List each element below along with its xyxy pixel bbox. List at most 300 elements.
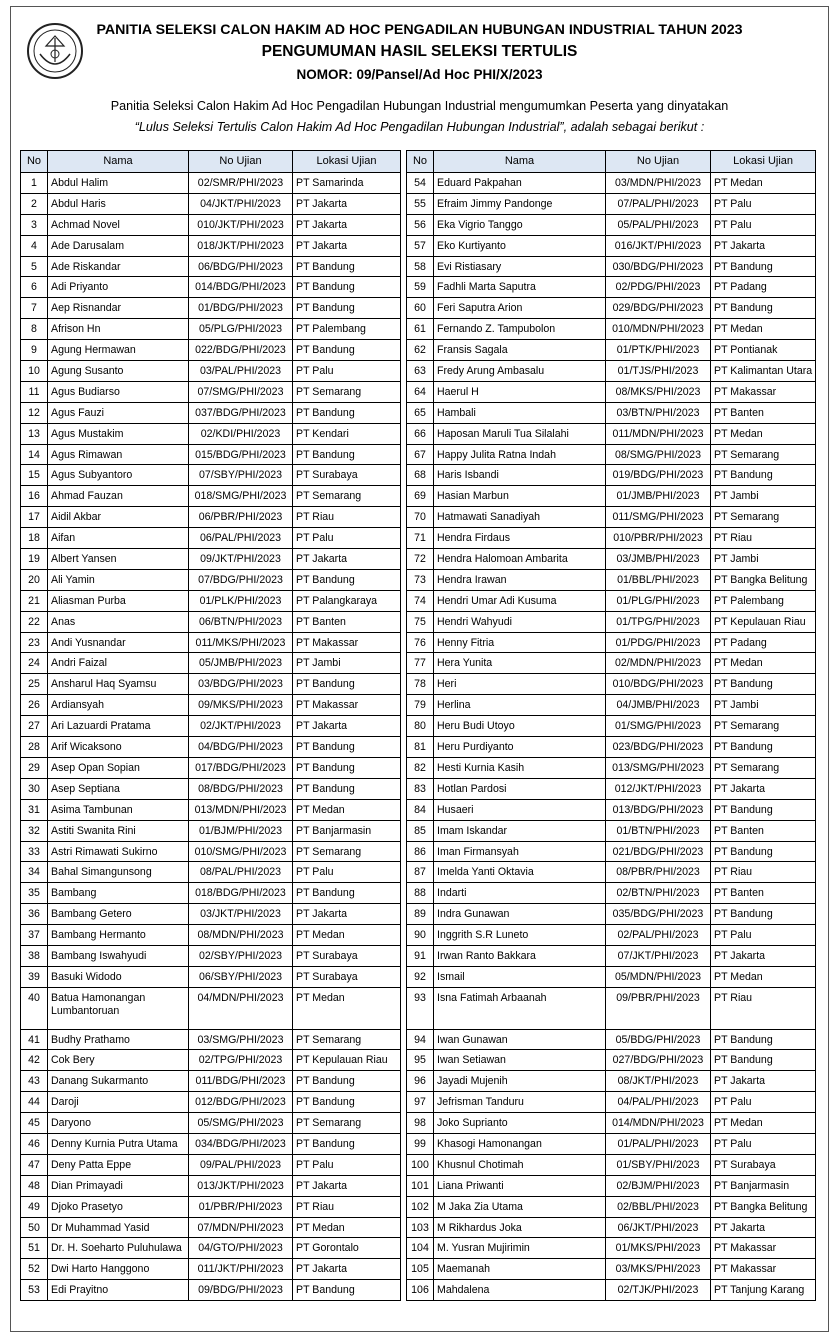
cell-nama: Iwan Gunawan bbox=[434, 1029, 606, 1050]
table-row bbox=[21, 507, 401, 528]
cell-no: 101 bbox=[407, 1175, 434, 1196]
cell-no: 55 bbox=[407, 193, 434, 214]
cell-lokasi-ujian: PT Semarang bbox=[711, 507, 816, 528]
cell-no-ujian: 04/PAL/PHI/2023 bbox=[606, 1092, 711, 1113]
cell-no: 59 bbox=[407, 277, 434, 298]
table-row bbox=[407, 381, 816, 402]
cell-no: 82 bbox=[407, 757, 434, 778]
cell-no-ujian: 012/JKT/PHI/2023 bbox=[606, 778, 711, 799]
table-row bbox=[21, 862, 401, 883]
cell-no: 87 bbox=[407, 862, 434, 883]
cell-lokasi-ujian: PT Bandung bbox=[711, 465, 816, 486]
table-row bbox=[21, 193, 401, 214]
cell-no: 79 bbox=[407, 695, 434, 716]
col-header-no: No bbox=[407, 151, 434, 173]
cell-no: 52 bbox=[21, 1259, 48, 1280]
cell-no: 74 bbox=[407, 590, 434, 611]
cell-nama: Fransis Sagala bbox=[434, 340, 606, 361]
cell-no: 53 bbox=[21, 1280, 48, 1301]
cell-nama: Khasogi Hamonangan bbox=[434, 1133, 606, 1154]
cell-no-ujian: 01/PTK/PHI/2023 bbox=[606, 340, 711, 361]
cell-nama: Fadhli Marta Saputra bbox=[434, 277, 606, 298]
cell-no: 93 bbox=[407, 987, 434, 1029]
table-row bbox=[21, 1175, 401, 1196]
cell-nama: Agus Subyantoro bbox=[48, 465, 189, 486]
table-row bbox=[21, 737, 401, 758]
cell-no: 67 bbox=[407, 444, 434, 465]
cell-lokasi-ujian: PT Medan bbox=[293, 987, 401, 1029]
cell-no-ujian: 018/JKT/PHI/2023 bbox=[189, 235, 293, 256]
cell-no-ujian: 01/MKS/PHI/2023 bbox=[606, 1238, 711, 1259]
cell-no-ujian: 07/SBY/PHI/2023 bbox=[189, 465, 293, 486]
cell-nama: Dian Primayadi bbox=[48, 1175, 189, 1196]
cell-lokasi-ujian: PT Banten bbox=[711, 402, 816, 423]
cell-nama: Ade Darusalam bbox=[48, 235, 189, 256]
table-row bbox=[407, 465, 816, 486]
cell-lokasi-ujian: PT Riau bbox=[711, 528, 816, 549]
table-row bbox=[21, 214, 401, 235]
cell-lokasi-ujian: PT Jakarta bbox=[293, 193, 401, 214]
cell-nama: Dr. H. Soeharto Puluhulawa bbox=[48, 1238, 189, 1259]
cell-lokasi-ujian: PT Bandung bbox=[711, 1050, 816, 1071]
cell-no: 2 bbox=[21, 193, 48, 214]
table-row bbox=[407, 1113, 816, 1134]
table-row bbox=[407, 444, 816, 465]
cell-no: 30 bbox=[21, 778, 48, 799]
cell-no-ujian: 011/BDG/PHI/2023 bbox=[189, 1071, 293, 1092]
table-row bbox=[21, 444, 401, 465]
cell-lokasi-ujian: PT Bandung bbox=[293, 883, 401, 904]
cell-nama: Bambang Iswahyudi bbox=[48, 945, 189, 966]
cell-no-ujian: 01/BTN/PHI/2023 bbox=[606, 820, 711, 841]
table-row bbox=[21, 925, 401, 946]
cell-nama: Hasian Marbun bbox=[434, 486, 606, 507]
cell-lokasi-ujian: PT Palangkaraya bbox=[293, 590, 401, 611]
cell-nama: Hera Yunita bbox=[434, 653, 606, 674]
cell-nama: Aifan bbox=[48, 528, 189, 549]
table-row bbox=[407, 256, 816, 277]
cell-nama: Hambali bbox=[434, 402, 606, 423]
cell-lokasi-ujian: PT Medan bbox=[711, 319, 816, 340]
col-header-nama: Nama bbox=[434, 151, 606, 173]
table-row bbox=[407, 966, 816, 987]
table-row bbox=[21, 966, 401, 987]
cell-lokasi-ujian: PT Jakarta bbox=[293, 214, 401, 235]
cell-no: 100 bbox=[407, 1154, 434, 1175]
cell-no-ujian: 013/BDG/PHI/2023 bbox=[606, 799, 711, 820]
cell-lokasi-ujian: PT Banten bbox=[711, 820, 816, 841]
table-row bbox=[407, 862, 816, 883]
cell-nama: Eka Vigrio Tanggo bbox=[434, 214, 606, 235]
cell-no: 54 bbox=[407, 173, 434, 194]
cell-nama: Abdul Halim bbox=[48, 173, 189, 194]
cell-no: 97 bbox=[407, 1092, 434, 1113]
cell-no: 78 bbox=[407, 674, 434, 695]
cell-nama: Dr Muhammad Yasid bbox=[48, 1217, 189, 1238]
cell-lokasi-ujian: PT Palu bbox=[711, 1133, 816, 1154]
table-row bbox=[21, 757, 401, 778]
cell-no: 35 bbox=[21, 883, 48, 904]
cell-no: 99 bbox=[407, 1133, 434, 1154]
cell-no: 37 bbox=[21, 925, 48, 946]
cell-no-ujian: 02/BTN/PHI/2023 bbox=[606, 883, 711, 904]
cell-nama: Hendri Wahyudi bbox=[434, 611, 606, 632]
table-row bbox=[21, 611, 401, 632]
table-row bbox=[407, 987, 816, 1029]
cell-nama: Basuki Widodo bbox=[48, 966, 189, 987]
cell-no-ujian: 01/TJS/PHI/2023 bbox=[606, 361, 711, 382]
col-header-no-ujian: No Ujian bbox=[606, 151, 711, 173]
col-header-lokasi-ujian: Lokasi Ujian bbox=[293, 151, 401, 173]
cell-nama: Danang Sukarmanto bbox=[48, 1071, 189, 1092]
cell-lokasi-ujian: PT Jambi bbox=[711, 695, 816, 716]
table-header-row bbox=[407, 151, 816, 173]
cell-no: 76 bbox=[407, 632, 434, 653]
cell-lokasi-ujian: PT Palu bbox=[711, 925, 816, 946]
cell-lokasi-ujian: PT Palu bbox=[711, 1092, 816, 1113]
cell-no: 10 bbox=[21, 361, 48, 382]
cell-lokasi-ujian: PT Makassar bbox=[711, 1259, 816, 1280]
cell-lokasi-ujian: PT Jakarta bbox=[293, 235, 401, 256]
cell-lokasi-ujian: PT Kalimantan Utara bbox=[711, 361, 816, 382]
cell-no: 22 bbox=[21, 611, 48, 632]
cell-no: 31 bbox=[21, 799, 48, 820]
cell-lokasi-ujian: PT Makassar bbox=[711, 381, 816, 402]
table-row bbox=[407, 1217, 816, 1238]
cell-lokasi-ujian: PT Bandung bbox=[293, 1071, 401, 1092]
table-row bbox=[407, 590, 816, 611]
table-row bbox=[407, 486, 816, 507]
cell-no-ujian: 08/MKS/PHI/2023 bbox=[606, 381, 711, 402]
cell-no: 56 bbox=[407, 214, 434, 235]
cell-no-ujian: 014/MDN/PHI/2023 bbox=[606, 1113, 711, 1134]
cell-no: 60 bbox=[407, 298, 434, 319]
cell-nama: Eko Kurtiyanto bbox=[434, 235, 606, 256]
cell-nama: Astri Rimawati Sukirno bbox=[48, 841, 189, 862]
cell-lokasi-ujian: PT Bandung bbox=[293, 256, 401, 277]
table-row bbox=[21, 841, 401, 862]
table-row bbox=[21, 340, 401, 361]
table-row bbox=[407, 1133, 816, 1154]
cell-lokasi-ujian: PT Riau bbox=[711, 862, 816, 883]
table-row bbox=[21, 1154, 401, 1175]
cell-lokasi-ujian: PT Makassar bbox=[711, 1238, 816, 1259]
cell-no: 12 bbox=[21, 402, 48, 423]
table-row bbox=[21, 465, 401, 486]
cell-no-ujian: 034/BDG/PHI/2023 bbox=[189, 1133, 293, 1154]
cell-nama: Agus Budiarso bbox=[48, 381, 189, 402]
cell-nama: Jayadi Mujenih bbox=[434, 1071, 606, 1092]
cell-nama: Andri Faizal bbox=[48, 653, 189, 674]
cell-lokasi-ujian: PT Palu bbox=[293, 528, 401, 549]
cell-no-ujian: 01/PLG/PHI/2023 bbox=[606, 590, 711, 611]
cell-lokasi-ujian: PT Bandung bbox=[711, 841, 816, 862]
cell-lokasi-ujian: PT Bandung bbox=[711, 1029, 816, 1050]
table-row bbox=[21, 632, 401, 653]
cell-no-ujian: 018/SMG/PHI/2023 bbox=[189, 486, 293, 507]
cell-nama: M. Yusran Mujirimin bbox=[434, 1238, 606, 1259]
cell-no-ujian: 02/BBL/PHI/2023 bbox=[606, 1196, 711, 1217]
cell-nama: Cok Bery bbox=[48, 1050, 189, 1071]
cell-lokasi-ujian: PT Jambi bbox=[293, 653, 401, 674]
cell-no-ujian: 021/BDG/PHI/2023 bbox=[606, 841, 711, 862]
cell-no: 1 bbox=[21, 173, 48, 194]
cell-no: 98 bbox=[407, 1113, 434, 1134]
cell-no-ujian: 08/BDG/PHI/2023 bbox=[189, 778, 293, 799]
cell-lokasi-ujian: PT Bandung bbox=[293, 277, 401, 298]
table-row bbox=[21, 298, 401, 319]
cell-lokasi-ujian: PT Palu bbox=[293, 862, 401, 883]
table-row bbox=[21, 1133, 401, 1154]
cell-lokasi-ujian: PT Gorontalo bbox=[293, 1238, 401, 1259]
cell-no-ujian: 04/MDN/PHI/2023 bbox=[189, 987, 293, 1029]
cell-nama: Asima Tambunan bbox=[48, 799, 189, 820]
table-row bbox=[21, 1113, 401, 1134]
cell-no: 47 bbox=[21, 1154, 48, 1175]
cell-lokasi-ujian: PT Jakarta bbox=[293, 716, 401, 737]
cell-no: 80 bbox=[407, 716, 434, 737]
cell-no: 64 bbox=[407, 381, 434, 402]
cell-nama: Iman Firmansyah bbox=[434, 841, 606, 862]
cell-nama: Adi Priyanto bbox=[48, 277, 189, 298]
cell-no-ujian: 09/JKT/PHI/2023 bbox=[189, 549, 293, 570]
cell-no: 14 bbox=[21, 444, 48, 465]
cell-nama: Asep Opan Sopian bbox=[48, 757, 189, 778]
cell-nama: Imelda Yanti Oktavia bbox=[434, 862, 606, 883]
cell-nama: Ari Lazuardi Pratama bbox=[48, 716, 189, 737]
cell-lokasi-ujian: PT Banten bbox=[293, 611, 401, 632]
cell-nama: Iwan Setiawan bbox=[434, 1050, 606, 1071]
cell-lokasi-ujian: PT Jakarta bbox=[293, 1259, 401, 1280]
cell-nama: Heru Purdiyanto bbox=[434, 737, 606, 758]
cell-no-ujian: 017/BDG/PHI/2023 bbox=[189, 757, 293, 778]
cell-lokasi-ujian: PT Makassar bbox=[293, 695, 401, 716]
cell-lokasi-ujian: PT Banten bbox=[711, 883, 816, 904]
cell-no: 9 bbox=[21, 340, 48, 361]
cell-lokasi-ujian: PT Bandung bbox=[293, 402, 401, 423]
cell-lokasi-ujian: PT Medan bbox=[711, 1113, 816, 1134]
cell-lokasi-ujian: PT Jakarta bbox=[711, 1071, 816, 1092]
cell-no: 45 bbox=[21, 1113, 48, 1134]
cell-no: 62 bbox=[407, 340, 434, 361]
cell-lokasi-ujian: PT Bandung bbox=[293, 737, 401, 758]
cell-nama: Maemanah bbox=[434, 1259, 606, 1280]
table-row bbox=[21, 1050, 401, 1071]
cell-lokasi-ujian: PT Surabaya bbox=[711, 1154, 816, 1175]
table-row bbox=[407, 904, 816, 925]
cell-no: 3 bbox=[21, 214, 48, 235]
cell-nama: Hendra Firdaus bbox=[434, 528, 606, 549]
cell-no-ujian: 030/BDG/PHI/2023 bbox=[606, 256, 711, 277]
cell-no-ujian: 02/PDG/PHI/2023 bbox=[606, 277, 711, 298]
cell-lokasi-ujian: PT Bandung bbox=[711, 737, 816, 758]
table-row bbox=[21, 277, 401, 298]
cell-no: 77 bbox=[407, 653, 434, 674]
cell-lokasi-ujian: PT Palu bbox=[711, 214, 816, 235]
cell-nama: Hendri Umar Adi Kusuma bbox=[434, 590, 606, 611]
cell-no: 13 bbox=[21, 423, 48, 444]
cell-no: 49 bbox=[21, 1196, 48, 1217]
cell-no-ujian: 015/BDG/PHI/2023 bbox=[189, 444, 293, 465]
cell-lokasi-ujian: PT Bandung bbox=[711, 904, 816, 925]
cell-no: 69 bbox=[407, 486, 434, 507]
cell-no: 17 bbox=[21, 507, 48, 528]
cell-lokasi-ujian: PT Banjarmasin bbox=[293, 820, 401, 841]
cell-no: 5 bbox=[21, 256, 48, 277]
cell-nama: Mahdalena bbox=[434, 1280, 606, 1301]
cell-no: 58 bbox=[407, 256, 434, 277]
cell-no-ujian: 04/JKT/PHI/2023 bbox=[189, 193, 293, 214]
cell-no: 21 bbox=[21, 590, 48, 611]
cell-nama: Ismail bbox=[434, 966, 606, 987]
cell-no: 44 bbox=[21, 1092, 48, 1113]
table-row bbox=[21, 945, 401, 966]
table-row bbox=[21, 1071, 401, 1092]
cell-nama: Agus Mustakim bbox=[48, 423, 189, 444]
table-row bbox=[407, 1259, 816, 1280]
table-row bbox=[21, 1238, 401, 1259]
cell-no: 36 bbox=[21, 904, 48, 925]
cell-lokasi-ujian: PT Bandung bbox=[711, 799, 816, 820]
cell-lokasi-ujian: PT Bangka Belitung bbox=[711, 1196, 816, 1217]
cell-lokasi-ujian: PT Jakarta bbox=[711, 945, 816, 966]
cell-no-ujian: 013/MDN/PHI/2023 bbox=[189, 799, 293, 820]
cell-no: 34 bbox=[21, 862, 48, 883]
cell-no-ujian: 02/SMR/PHI/2023 bbox=[189, 173, 293, 194]
cell-no: 50 bbox=[21, 1217, 48, 1238]
table-header-row bbox=[21, 151, 401, 173]
table-row bbox=[21, 820, 401, 841]
results-table-right bbox=[406, 150, 816, 1301]
table-row bbox=[21, 590, 401, 611]
cell-no-ujian: 08/SMG/PHI/2023 bbox=[606, 444, 711, 465]
results-table-left bbox=[20, 150, 401, 1301]
cell-lokasi-ujian: PT Padang bbox=[711, 277, 816, 298]
cell-no: 90 bbox=[407, 925, 434, 946]
cell-no-ujian: 05/MDN/PHI/2023 bbox=[606, 966, 711, 987]
cell-no-ujian: 027/BDG/PHI/2023 bbox=[606, 1050, 711, 1071]
cell-nama: Agung Hermawan bbox=[48, 340, 189, 361]
cell-no-ujian: 03/MDN/PHI/2023 bbox=[606, 173, 711, 194]
cell-nama: Astiti Swanita Rini bbox=[48, 820, 189, 841]
table-row bbox=[407, 1029, 816, 1050]
table-row bbox=[21, 799, 401, 820]
cell-no: 75 bbox=[407, 611, 434, 632]
cell-no: 18 bbox=[21, 528, 48, 549]
cell-nama: Arif Wicaksono bbox=[48, 737, 189, 758]
cell-nama: Aidil Akbar bbox=[48, 507, 189, 528]
cell-lokasi-ujian: PT Bandung bbox=[293, 674, 401, 695]
cell-no-ujian: 01/PBR/PHI/2023 bbox=[189, 1196, 293, 1217]
cell-nama: Ansharul Haq Syamsu bbox=[48, 674, 189, 695]
cell-nama: Hendra Irawan bbox=[434, 569, 606, 590]
cell-no: 71 bbox=[407, 528, 434, 549]
table-row bbox=[407, 319, 816, 340]
intro-line-1: Panitia Seleksi Calon Hakim Ad Hoc Pengadilan Hubungan Industrial mengumumkan Peserta yang dinyatakan bbox=[110, 99, 729, 113]
cell-lokasi-ujian: PT Jakarta bbox=[711, 1217, 816, 1238]
cell-no-ujian: 04/BDG/PHI/2023 bbox=[189, 737, 293, 758]
cell-nama: Aliasman Purba bbox=[48, 590, 189, 611]
cell-no: 38 bbox=[21, 945, 48, 966]
cell-lokasi-ujian: PT Medan bbox=[711, 423, 816, 444]
cell-lokasi-ujian: PT Jakarta bbox=[711, 778, 816, 799]
cell-lokasi-ujian: PT Palembang bbox=[711, 590, 816, 611]
cell-nama: Bambang Hermanto bbox=[48, 925, 189, 946]
cell-nama: Joko Suprianto bbox=[434, 1113, 606, 1134]
table-row bbox=[407, 1238, 816, 1259]
cell-no-ujian: 03/BTN/PHI/2023 bbox=[606, 402, 711, 423]
cell-no: 16 bbox=[21, 486, 48, 507]
table-row bbox=[407, 549, 816, 570]
cell-nama: M Jaka Zia Utama bbox=[434, 1196, 606, 1217]
table-row bbox=[407, 945, 816, 966]
cell-lokasi-ujian: PT Kendari bbox=[293, 423, 401, 444]
cell-no: 27 bbox=[21, 716, 48, 737]
cell-no: 106 bbox=[407, 1280, 434, 1301]
table-row bbox=[21, 549, 401, 570]
table-row bbox=[407, 632, 816, 653]
cell-no: 29 bbox=[21, 757, 48, 778]
cell-lokasi-ujian: PT Kepulauan Riau bbox=[293, 1050, 401, 1071]
table-row bbox=[407, 528, 816, 549]
cell-no-ujian: 029/BDG/PHI/2023 bbox=[606, 298, 711, 319]
cell-no-ujian: 05/JMB/PHI/2023 bbox=[189, 653, 293, 674]
cell-lokasi-ujian: PT Medan bbox=[293, 799, 401, 820]
table-row bbox=[21, 486, 401, 507]
table-row bbox=[21, 1196, 401, 1217]
cell-nama: Daroji bbox=[48, 1092, 189, 1113]
cell-lokasi-ujian: PT Bandung bbox=[293, 1280, 401, 1301]
table-row bbox=[407, 1280, 816, 1301]
cell-nama: Ali Yamin bbox=[48, 569, 189, 590]
table-row bbox=[21, 528, 401, 549]
table-row bbox=[21, 653, 401, 674]
cell-no: 41 bbox=[21, 1029, 48, 1050]
cell-no-ujian: 01/PDG/PHI/2023 bbox=[606, 632, 711, 653]
cell-no-ujian: 09/BDG/PHI/2023 bbox=[189, 1280, 293, 1301]
table-row bbox=[407, 361, 816, 382]
cell-no: 7 bbox=[21, 298, 48, 319]
cell-no-ujian: 05/PAL/PHI/2023 bbox=[606, 214, 711, 235]
cell-nama: Herlina bbox=[434, 695, 606, 716]
cell-lokasi-ujian: PT Jakarta bbox=[293, 549, 401, 570]
cell-lokasi-ujian: PT Jambi bbox=[711, 486, 816, 507]
table-row bbox=[21, 381, 401, 402]
cell-no: 86 bbox=[407, 841, 434, 862]
cell-no-ujian: 01/TPG/PHI/2023 bbox=[606, 611, 711, 632]
cell-no-ujian: 01/SBY/PHI/2023 bbox=[606, 1154, 711, 1175]
cell-lokasi-ujian: PT Bandung bbox=[293, 298, 401, 319]
cell-nama: Haposan Maruli Tua Silalahi bbox=[434, 423, 606, 444]
cell-no-ujian: 03/JKT/PHI/2023 bbox=[189, 904, 293, 925]
cell-no: 66 bbox=[407, 423, 434, 444]
cell-no-ujian: 02/MDN/PHI/2023 bbox=[606, 653, 711, 674]
cell-lokasi-ujian: PT Semarang bbox=[293, 486, 401, 507]
table-row bbox=[407, 611, 816, 632]
cell-no-ujian: 05/BDG/PHI/2023 bbox=[606, 1029, 711, 1050]
cell-nama: Hatmawati Sanadiyah bbox=[434, 507, 606, 528]
table-row bbox=[21, 716, 401, 737]
cell-no-ujian: 023/BDG/PHI/2023 bbox=[606, 737, 711, 758]
cell-nama: Fredy Arung Ambasalu bbox=[434, 361, 606, 382]
cell-no: 83 bbox=[407, 778, 434, 799]
cell-nama: Deny Patta Eppe bbox=[48, 1154, 189, 1175]
table-row bbox=[407, 235, 816, 256]
cell-no: 103 bbox=[407, 1217, 434, 1238]
cell-no: 72 bbox=[407, 549, 434, 570]
cell-lokasi-ujian: PT Semarang bbox=[293, 1029, 401, 1050]
cell-no: 68 bbox=[407, 465, 434, 486]
